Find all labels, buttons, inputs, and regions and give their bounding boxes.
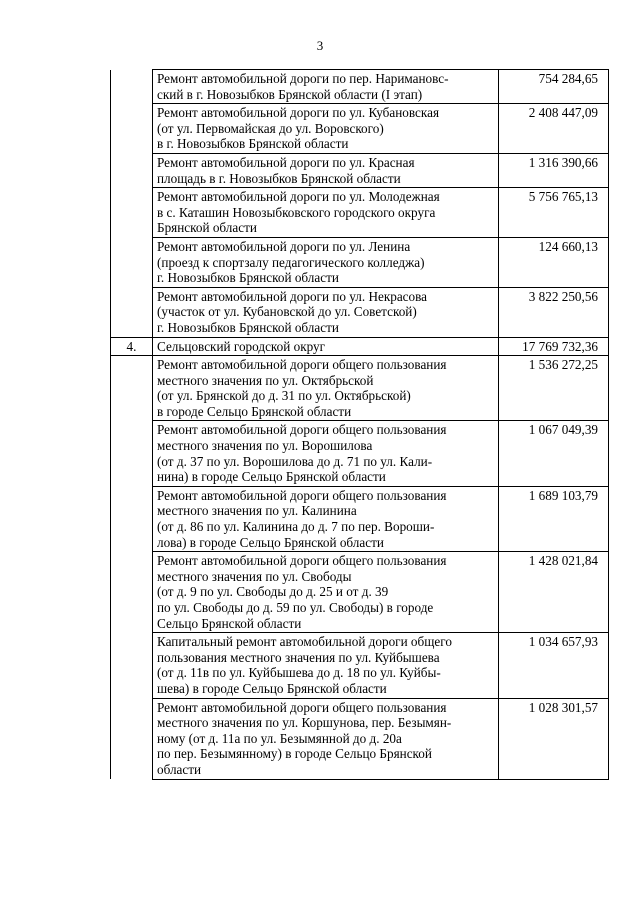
name-line: по ул. Свободы до д. 59 по ул. Свободы) в городе [157,600,434,615]
row-number-cell [111,70,153,104]
name-line: Сельцовский городской округ [157,338,326,354]
row-number-cell [111,633,153,698]
name-line: в с. Каташин Новозыбковского городского округа [157,204,436,220]
name-line: (от д. 11в по ул. Куйбышева до д. 18 по ул. Куйбы- [157,665,441,681]
name-line: по пер. Безымянному) в городе Сельцо Брянской [157,746,432,762]
road-name-cell [153,287,499,337]
name-line: Капитальный ремонт автомобильной дороги общего [157,634,452,650]
name-line: лова) в городе Сельцо Брянской области [157,534,384,550]
road-name-cell [153,70,499,104]
name-line: Ремонт автомобильной дороги общего пользования [157,357,447,373]
row-number-cell [111,552,153,633]
name-line: (от д. 86 по ул. Калинина до д. 7 по пер. Вороши- [157,519,435,535]
amount-cell: 1 689 103,79 [499,486,609,551]
road-name-cell [153,552,499,633]
budget-table [110,69,609,780]
row-number-cell [111,698,153,779]
table-row [111,421,609,486]
group-row [111,337,609,356]
name-line: в г. Новозыбков Брянской области [157,136,349,152]
name-line: (от ул. Первомайская до ул. Воровского) [157,120,384,136]
road-name-cell [153,486,499,551]
road-name-cell [153,104,499,154]
name-line: Ремонт автомобильной дороги общего пользования [157,422,447,438]
name-line: Ремонт автомобильной дороги по пер. Наримановс- [157,71,449,86]
row-number-cell: 4. [111,337,153,356]
name-line: в городе Сельцо Брянской области [157,403,352,419]
amount-cell: 754 284,65 [499,70,609,104]
table-row [111,104,609,154]
table-row [111,633,609,698]
amount-cell: 1 428 021,84 [499,552,609,633]
road-name-cell [153,188,499,238]
row-number-cell [111,237,153,287]
name-line: Ремонт автомобильной дороги по ул. Кубановская [157,105,440,121]
table-row [111,486,609,551]
name-line: г. Новозыбков Брянской области [157,319,339,335]
name-line: (от д. 37 по ул. Ворошилова до д. 71 по ул. Кали- [157,453,433,469]
name-line: шева) в городе Сельцо Брянской области [157,680,387,696]
name-line: Ремонт автомобильной дороги по ул. Молодежная [157,189,440,205]
name-line: местного значения по ул. Коршунова, пер. Безымян- [157,715,452,731]
name-line: пользования местного значения по ул. Куйбышева [157,649,440,665]
amount-cell: 1 067 049,39 [499,421,609,486]
row-number-cell [111,287,153,337]
table-body [111,70,609,780]
name-line: Ремонт автомобильной дороги по ул. Красная [157,154,415,170]
row-number-cell [111,356,153,421]
name-line: местного значения по ул. Октябрьской [157,372,374,388]
road-name-cell [153,356,499,421]
name-line: ному (от д. 11а по ул. Безымянной до д. 20а [157,730,402,746]
road-name-cell [153,237,499,287]
road-name-cell [153,698,499,779]
name-line: области [157,761,202,777]
amount-cell: 1 034 657,93 [499,633,609,698]
name-line: местного значения по ул. Свободы [157,568,352,584]
name-line: (проезд к спортзалу педагогического колледжа) [157,254,425,270]
table-row [111,698,609,779]
table-row [111,70,609,104]
table-row [111,153,609,187]
name-line: Ремонт автомобильной дороги общего пользования [157,553,447,569]
road-name-cell [153,153,499,187]
amount-cell: 124 660,13 [499,237,609,287]
name-line: местного значения по ул. Ворошилова [157,438,373,454]
table-row [111,237,609,287]
name-line: г. Новозыбков Брянской области [157,270,339,286]
name-line: Ремонт автомобильной дороги общего пользования [157,487,447,503]
table-row [111,287,609,337]
name-line: (от ул. Брянской до д. 31 по ул. Октябрьской) [157,388,411,404]
name-line: (участок от ул. Кубановской до ул. Советской) [157,304,417,320]
amount-cell: 3 822 250,56 [499,287,609,337]
row-number-cell [111,188,153,238]
name-line: Ремонт автомобильной дороги по ул. Ленина [157,238,411,254]
amount-cell: 1 028 301,57 [499,698,609,779]
amount-cell: 1 536 272,25 [499,356,609,421]
name-line: нина) в городе Сельцо Брянской области [157,469,386,485]
road-name-cell [153,421,499,486]
amount-cell: 2 408 447,09 [499,104,609,154]
table-row [111,552,609,633]
road-name-cell [153,633,499,698]
name-line: площадь в г. Новозыбков Брянской области [157,170,401,186]
table-row [111,188,609,238]
name-line: Ремонт автомобильной дороги общего пользования [157,699,447,715]
row-number-cell [111,104,153,154]
name-line: Брянской области [157,220,257,236]
table-row [111,356,609,421]
district-name-cell [153,337,499,356]
row-number-cell [111,153,153,187]
amount-cell: 17 769 732,36 [499,337,609,356]
row-number-cell [111,486,153,551]
amount-cell: 5 756 765,13 [499,188,609,238]
name-line: ский в г. Новозыбков Брянской области (I этап) [157,86,423,102]
page-number: 3 [316,38,324,53]
name-line: Ремонт автомобильной дороги по ул. Некрасова [157,288,428,304]
name-line: (от д. 9 по ул. Свободы до д. 25 и от д. 39 [157,584,389,600]
amount-cell: 1 316 390,66 [499,153,609,187]
row-number-cell [111,421,153,486]
name-line: Сельцо Брянской области [157,615,302,631]
name-line: местного значения по ул. Калинина [157,503,357,519]
